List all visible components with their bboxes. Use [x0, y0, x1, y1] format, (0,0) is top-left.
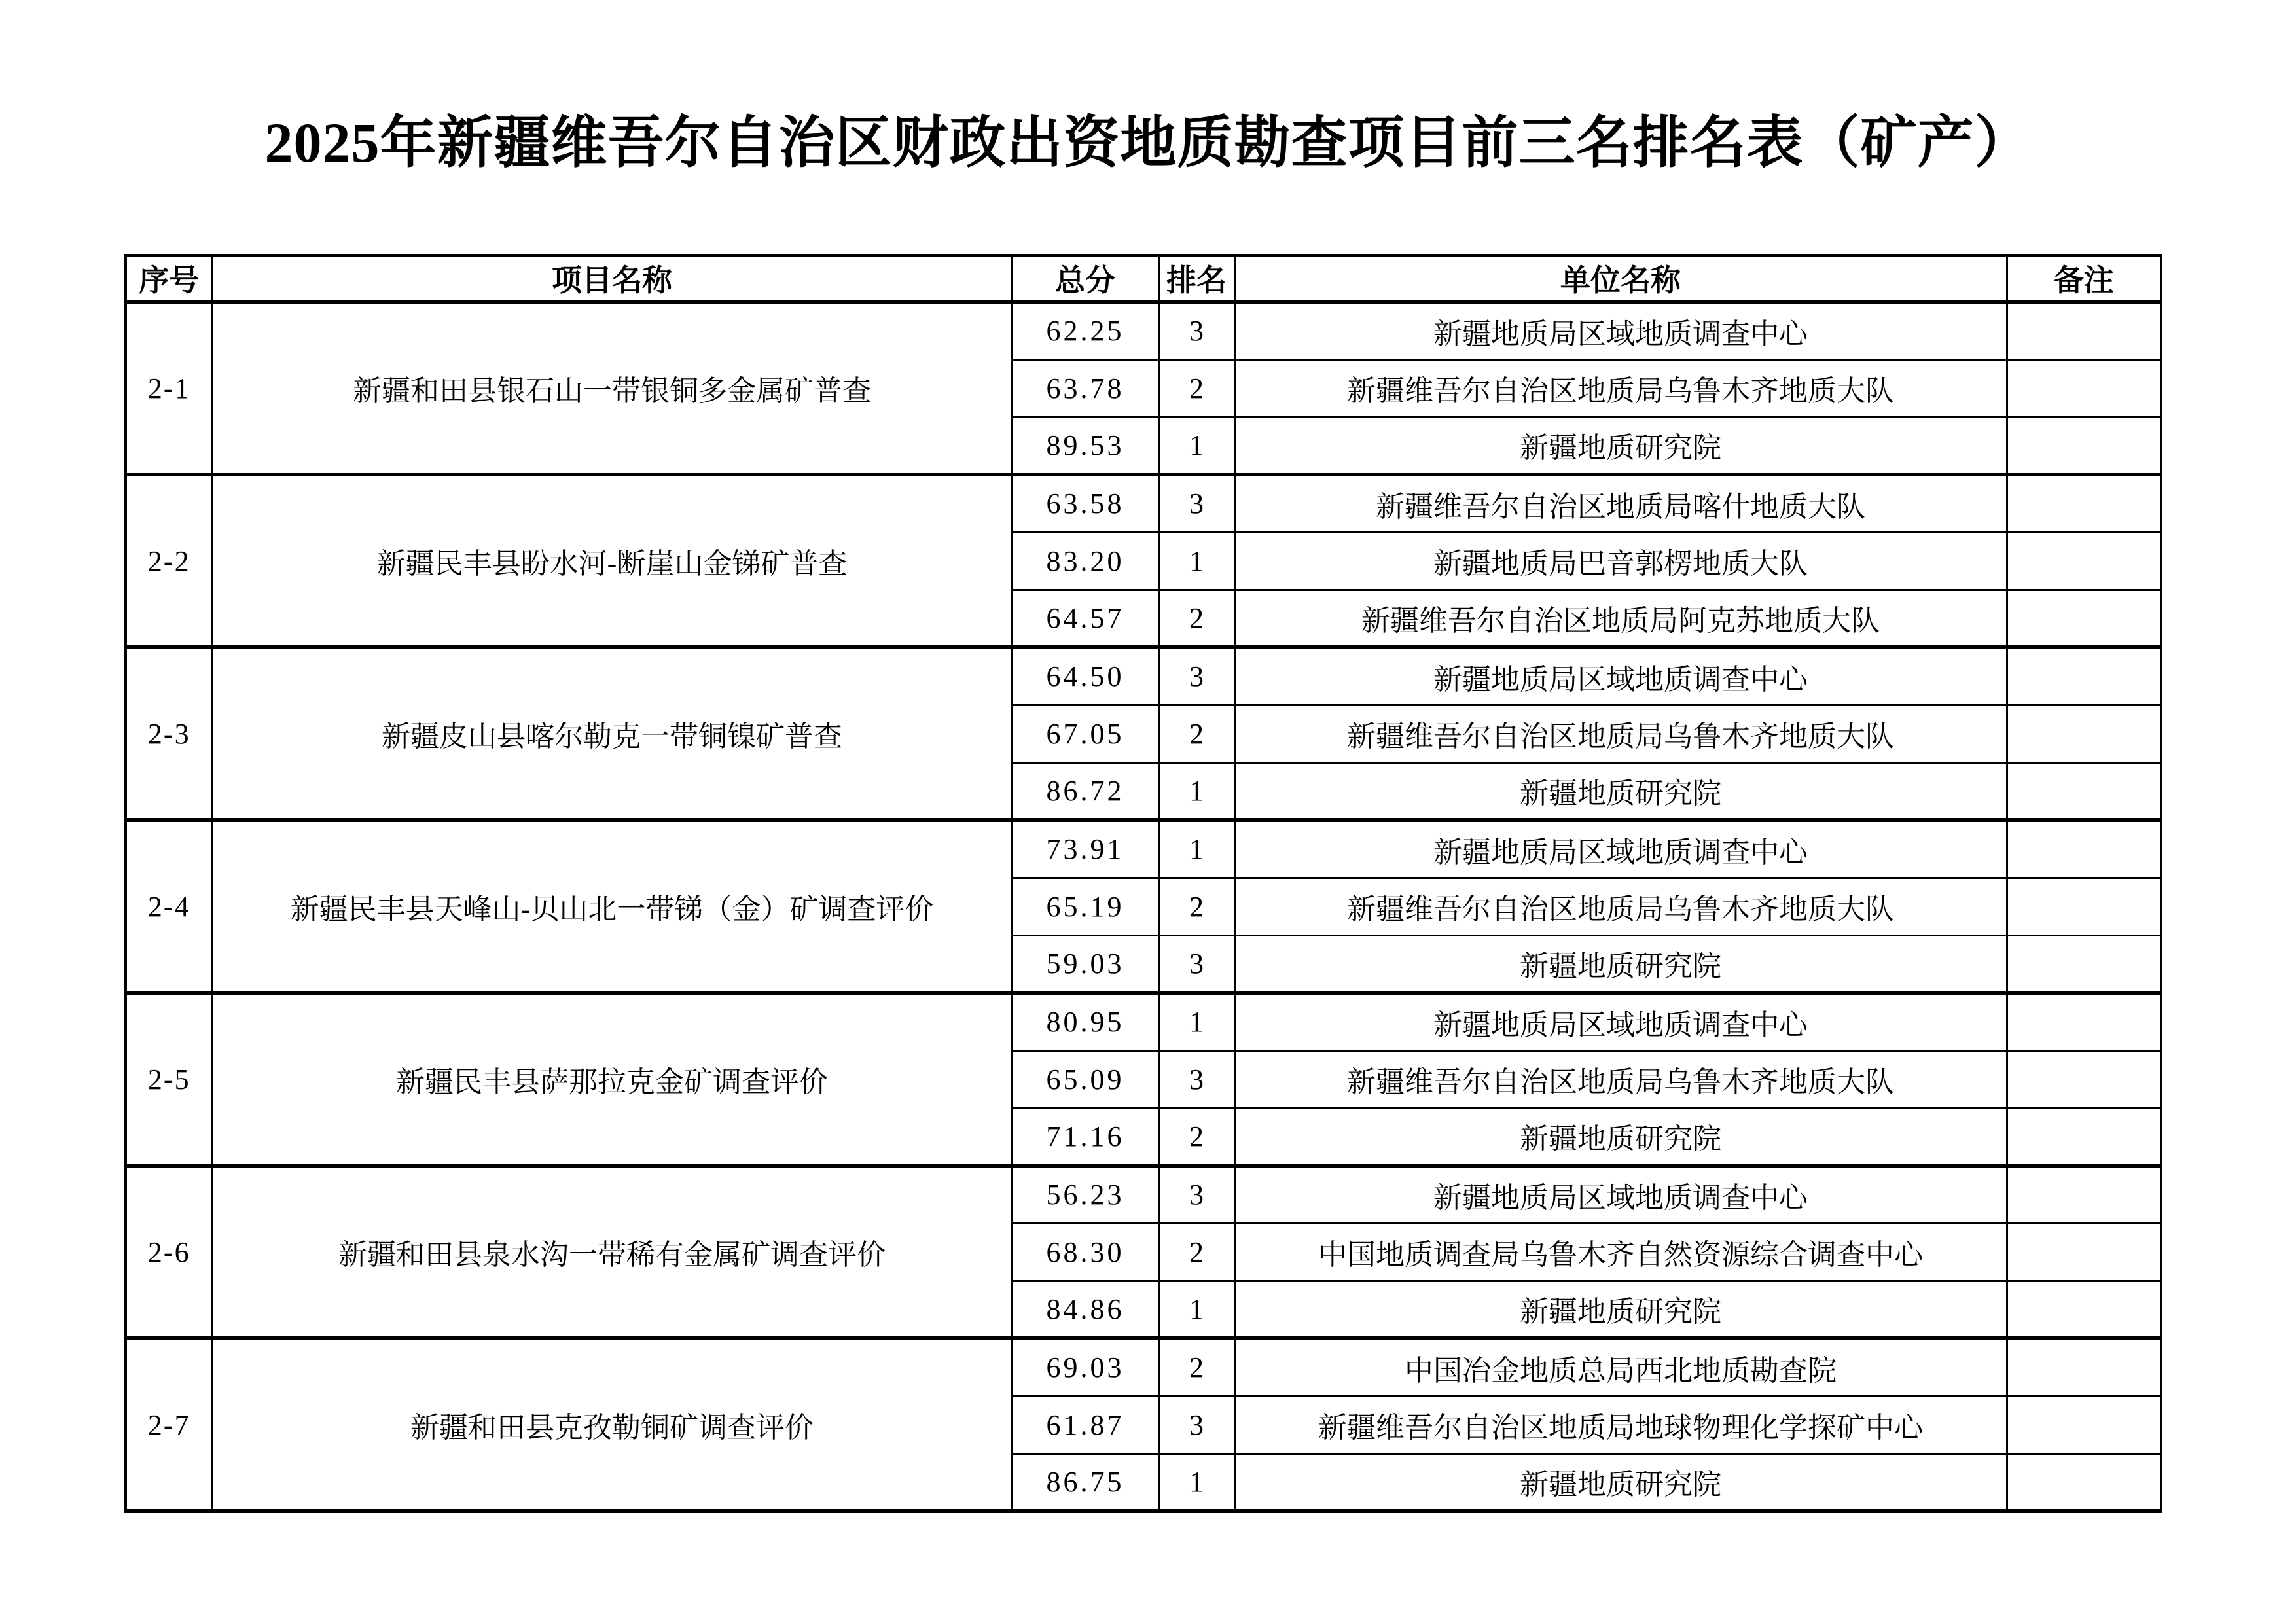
cell-serial-number: 2-3	[126, 647, 212, 820]
cell-rank: 1	[1158, 762, 1234, 820]
cell-total-score: 64.57	[1012, 590, 1158, 647]
cell-total-score: 68.30	[1012, 1223, 1158, 1281]
cell-total-score: 62.25	[1012, 302, 1158, 359]
cell-remark	[2007, 417, 2161, 474]
cell-remark	[2007, 302, 2161, 359]
cell-unit-name: 新疆地质局区域地质调查中心	[1234, 993, 2007, 1050]
cell-unit-name: 新疆维吾尔自治区地质局乌鲁木齐地质大队	[1234, 705, 2007, 762]
cell-project-name: 新疆皮山县喀尔勒克一带铜镍矿普查	[212, 647, 1012, 820]
cell-project-name: 新疆和田县银石山一带银铜多金属矿普查	[212, 302, 1012, 474]
cell-remark	[2007, 993, 2161, 1050]
cell-remark	[2007, 878, 2161, 935]
cell-rank: 1	[1158, 532, 1234, 590]
cell-rank: 2	[1158, 359, 1234, 417]
cell-unit-name: 新疆地质局区域地质调查中心	[1234, 820, 2007, 878]
cell-project-name: 新疆民丰县萨那拉克金矿调查评价	[212, 993, 1012, 1166]
table-row	[126, 1338, 2161, 1396]
cell-total-score: 83.20	[1012, 532, 1158, 590]
cell-total-score: 61.87	[1012, 1396, 1158, 1454]
cell-rank: 3	[1158, 935, 1234, 993]
cell-serial-number: 2-4	[126, 820, 212, 993]
cell-rank: 1	[1158, 820, 1234, 878]
cell-rank: 3	[1158, 1166, 1234, 1223]
table-row	[126, 993, 2161, 1050]
cell-total-score: 63.78	[1012, 359, 1158, 417]
cell-rank: 2	[1158, 1338, 1234, 1396]
cell-rank: 2	[1158, 1108, 1234, 1166]
page-title: 2025年新疆维吾尔自治区财政出资地质勘查项目前三名排名表（矿产）	[264, 111, 2032, 174]
cell-project-name: 新疆民丰县盼水河-断崖山金锑矿普查	[212, 474, 1012, 647]
cell-rank: 1	[1158, 1454, 1234, 1511]
ranking-table	[124, 254, 2162, 1513]
cell-remark	[2007, 705, 2161, 762]
cell-unit-name: 新疆地质研究院	[1234, 935, 2007, 993]
cell-project-name: 新疆和田县克孜勒铜矿调查评价	[212, 1338, 1012, 1511]
cell-serial-number: 2-5	[126, 993, 212, 1166]
cell-rank: 3	[1158, 647, 1234, 705]
cell-unit-name: 新疆地质研究院	[1234, 762, 2007, 820]
cell-total-score: 86.75	[1012, 1454, 1158, 1511]
cell-unit-name: 新疆维吾尔自治区地质局地球物理化学探矿中心	[1234, 1396, 2007, 1454]
cell-remark	[2007, 532, 2161, 590]
cell-rank: 3	[1158, 302, 1234, 359]
cell-total-score: 69.03	[1012, 1338, 1158, 1396]
cell-rank: 1	[1158, 1281, 1234, 1338]
cell-rank: 1	[1158, 417, 1234, 474]
cell-remark	[2007, 1108, 2161, 1166]
cell-unit-name: 新疆地质研究院	[1234, 1108, 2007, 1166]
cell-remark	[2007, 1050, 2161, 1108]
table-row	[126, 820, 2161, 878]
header-rank: 排名	[1158, 255, 1234, 302]
cell-unit-name: 新疆维吾尔自治区地质局喀什地质大队	[1234, 474, 2007, 532]
cell-remark	[2007, 762, 2161, 820]
cell-remark	[2007, 647, 2161, 705]
cell-unit-name: 新疆地质局区域地质调查中心	[1234, 302, 2007, 359]
cell-total-score: 89.53	[1012, 417, 1158, 474]
cell-total-score: 73.91	[1012, 820, 1158, 878]
cell-total-score: 65.19	[1012, 878, 1158, 935]
cell-remark	[2007, 1338, 2161, 1396]
cell-unit-name: 新疆维吾尔自治区地质局乌鲁木齐地质大队	[1234, 1050, 2007, 1108]
header-serial-number: 序号	[126, 255, 212, 302]
table-body	[126, 302, 2161, 1511]
cell-unit-name: 新疆维吾尔自治区地质局乌鲁木齐地质大队	[1234, 878, 2007, 935]
header-remarks: 备注	[2007, 255, 2161, 302]
cell-serial-number: 2-7	[126, 1338, 212, 1511]
cell-project-name: 新疆和田县泉水沟一带稀有金属矿调查评价	[212, 1166, 1012, 1338]
cell-remark	[2007, 820, 2161, 878]
cell-total-score: 86.72	[1012, 762, 1158, 820]
cell-rank: 1	[1158, 993, 1234, 1050]
cell-rank: 2	[1158, 1223, 1234, 1281]
cell-unit-name: 新疆地质研究院	[1234, 1281, 2007, 1338]
cell-project-name: 新疆民丰县天峰山-贝山北一带锑（金）矿调查评价	[212, 820, 1012, 993]
cell-total-score: 56.23	[1012, 1166, 1158, 1223]
cell-total-score: 65.09	[1012, 1050, 1158, 1108]
cell-unit-name: 新疆地质研究院	[1234, 417, 2007, 474]
cell-rank: 3	[1158, 1050, 1234, 1108]
cell-total-score: 80.95	[1012, 993, 1158, 1050]
cell-unit-name: 中国冶金地质总局西北地质勘查院	[1234, 1338, 2007, 1396]
cell-serial-number: 2-6	[126, 1166, 212, 1338]
header-total-score: 总分	[1012, 255, 1158, 302]
cell-unit-name: 新疆地质局区域地质调查中心	[1234, 1166, 2007, 1223]
cell-total-score: 67.05	[1012, 705, 1158, 762]
cell-unit-name: 新疆地质局区域地质调查中心	[1234, 647, 2007, 705]
cell-remark	[2007, 590, 2161, 647]
cell-remark	[2007, 1454, 2161, 1511]
cell-remark	[2007, 1223, 2161, 1281]
cell-rank: 2	[1158, 590, 1234, 647]
cell-unit-name: 中国地质调查局乌鲁木齐自然资源综合调查中心	[1234, 1223, 2007, 1281]
table-row	[126, 474, 2161, 532]
cell-unit-name: 新疆地质局巴音郭楞地质大队	[1234, 532, 2007, 590]
cell-remark	[2007, 935, 2161, 993]
cell-total-score: 64.50	[1012, 647, 1158, 705]
cell-remark	[2007, 359, 2161, 417]
table-header-row	[126, 255, 2161, 302]
cell-unit-name: 新疆维吾尔自治区地质局阿克苏地质大队	[1234, 590, 2007, 647]
cell-rank: 2	[1158, 878, 1234, 935]
cell-remark	[2007, 1396, 2161, 1454]
table-row	[126, 302, 2161, 359]
cell-rank: 3	[1158, 474, 1234, 532]
header-project-name: 项目名称	[212, 255, 1012, 302]
cell-serial-number: 2-1	[126, 302, 212, 474]
header-unit-name: 单位名称	[1234, 255, 2007, 302]
cell-serial-number: 2-2	[126, 474, 212, 647]
cell-remark	[2007, 1166, 2161, 1223]
cell-total-score: 71.16	[1012, 1108, 1158, 1166]
table-row	[126, 647, 2161, 705]
cell-unit-name: 新疆维吾尔自治区地质局乌鲁木齐地质大队	[1234, 359, 2007, 417]
cell-remark	[2007, 1281, 2161, 1338]
cell-rank: 3	[1158, 1396, 1234, 1454]
table-row	[126, 1166, 2161, 1223]
cell-total-score: 84.86	[1012, 1281, 1158, 1338]
cell-total-score: 59.03	[1012, 935, 1158, 993]
cell-rank: 2	[1158, 705, 1234, 762]
cell-unit-name: 新疆地质研究院	[1234, 1454, 2007, 1511]
cell-total-score: 63.58	[1012, 474, 1158, 532]
cell-remark	[2007, 474, 2161, 532]
